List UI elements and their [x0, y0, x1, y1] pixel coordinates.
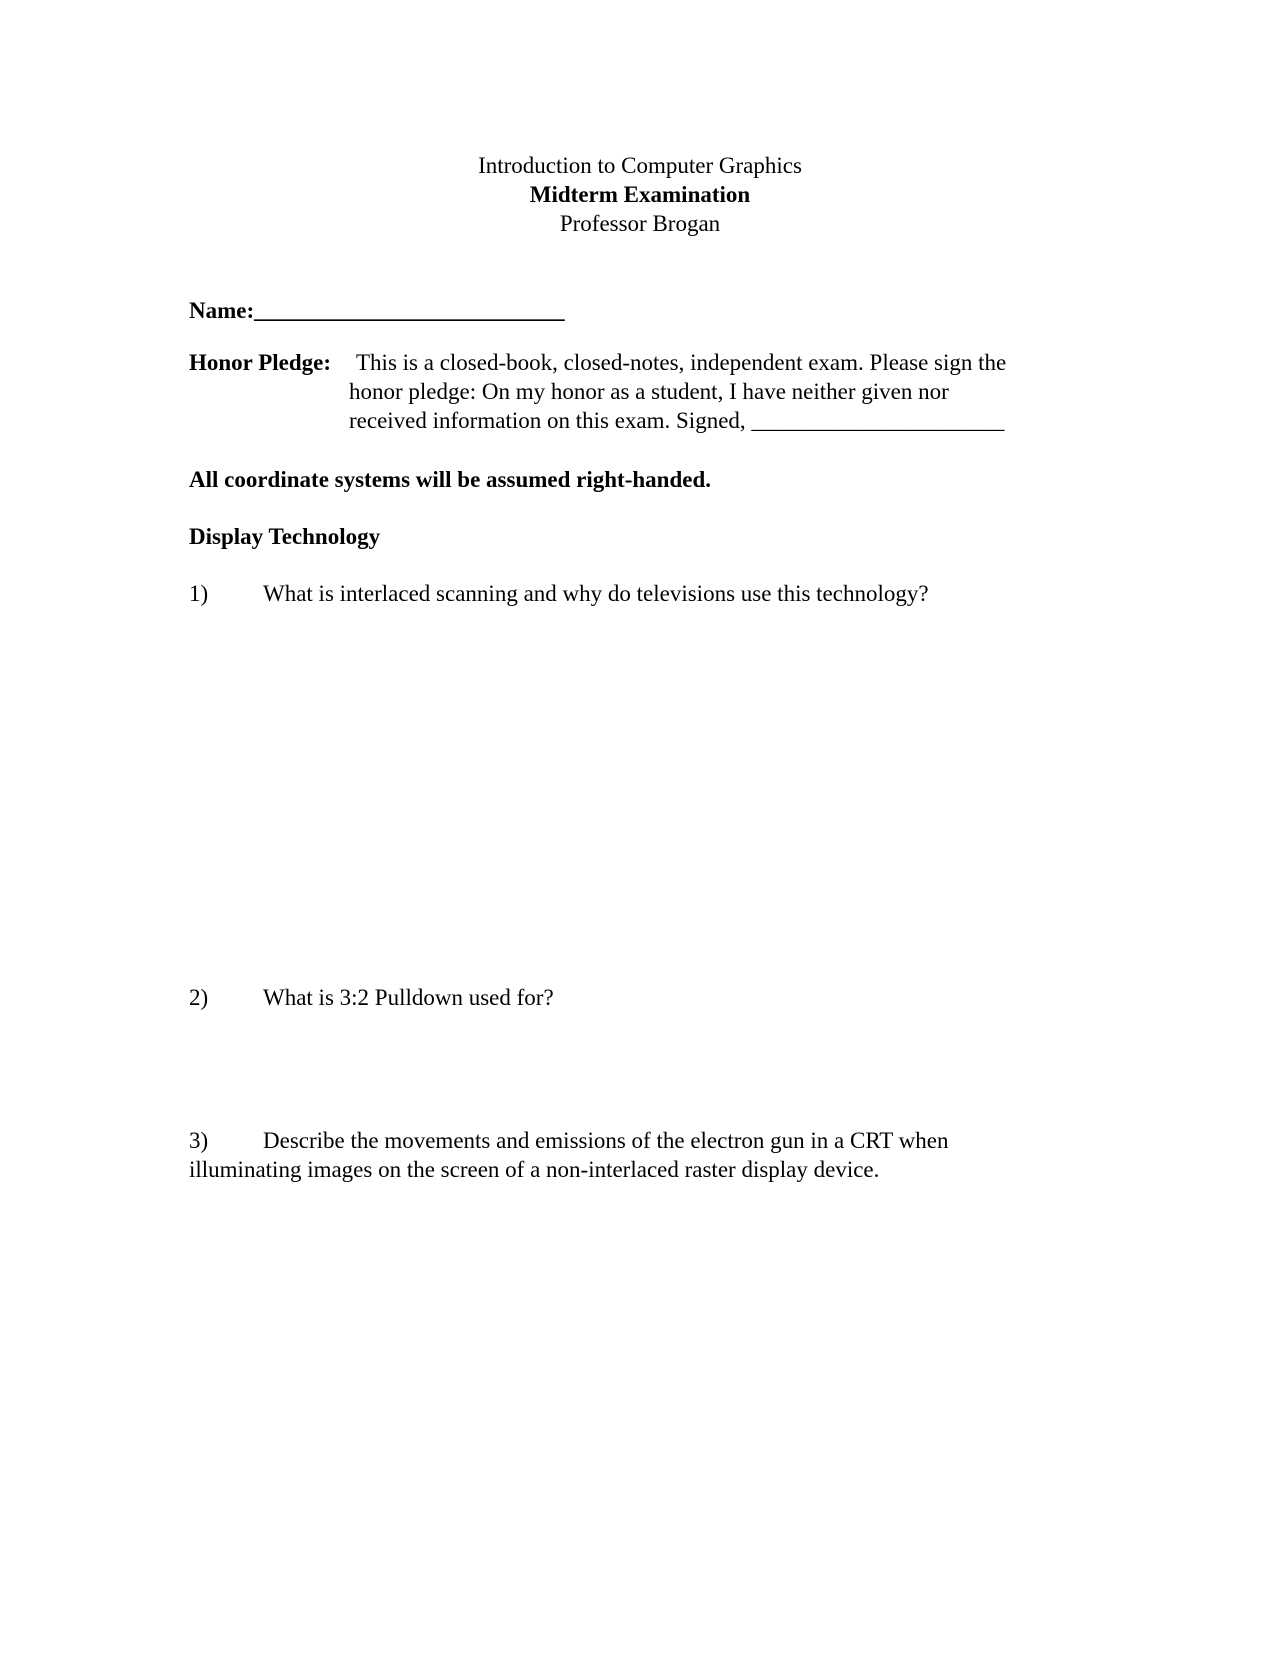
question-2-text: What is 3:2 Pulldown used for? [263, 985, 554, 1010]
honor-pledge-line-2: honor pledge: On my honor as a student, I have neither given nor [349, 379, 949, 404]
question-3-text-continued: illuminating images on the screen of a non-interlaced raster display device. [189, 1157, 880, 1182]
question-1-number: 1) [189, 581, 209, 606]
course-title: Introduction to Computer Graphics [478, 153, 802, 178]
question-1-text: What is interlaced scanning and why do televisions use this technology? [263, 581, 929, 606]
honor-pledge-label: Honor Pledge: [189, 350, 332, 375]
question-3-number: 3) [189, 1128, 209, 1153]
name-field[interactable] [189, 296, 565, 325]
honor-pledge-line-1: This is a closed-book, closed-notes, independent exam. Please sign the [356, 350, 1007, 375]
honor-pledge-line-3[interactable]: received information on this exam. Signed, ______________________ [349, 408, 1005, 433]
exam-header [0, 151, 1280, 238]
honor-pledge [189, 348, 1089, 435]
professor-name: Professor Brogan [559, 211, 721, 236]
name-label: Name: [189, 298, 255, 323]
exam-title: Midterm Examination [529, 182, 751, 207]
question-3-text: Describe the movements and emissions of the electron gun in a CRT when [263, 1128, 949, 1153]
name-blank[interactable]: ___________________________ [254, 298, 565, 323]
coordinate-system-note: All coordinate systems will be assumed right-handed. [189, 467, 711, 492]
section-title: Display Technology [189, 524, 381, 549]
question-2-number: 2) [189, 985, 209, 1010]
